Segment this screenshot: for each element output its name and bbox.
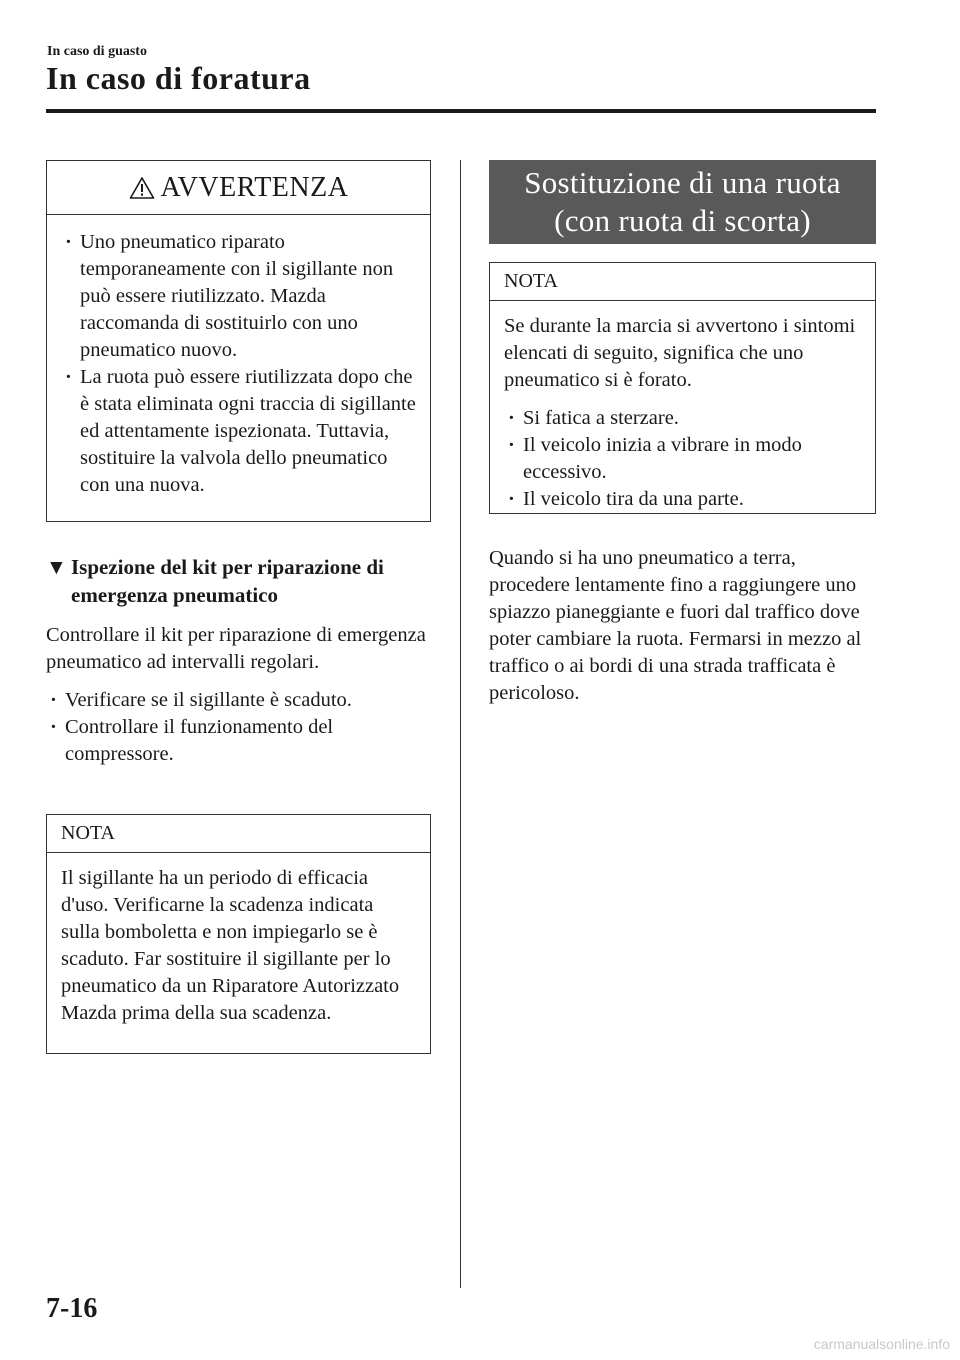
note-header: NOTA (47, 815, 430, 853)
triangle-marker-icon: ▼ (46, 555, 67, 579)
watermark: carmanualsonline.info (813, 1336, 950, 1352)
banner-line-1: Sostituzione di una ruota (524, 165, 841, 200)
warning-title: AVVERTENZA (160, 171, 349, 203)
right-paragraph-text: Quando si ha uno pneumatico a terra, procedere lentamente fino a raggiungere uno spiazzo pianeggiante e fuori dal traffico dove poter cambiare la ruota. Fermarsi in mezzo al traffico o ai bordi di una strada trafficata è pericoloso. (489, 547, 862, 704)
warning-list (61, 229, 416, 499)
section-intro (46, 622, 431, 768)
note-box-left (46, 814, 431, 1054)
section-heading (46, 553, 436, 609)
warning-body (47, 215, 430, 513)
section-heading-text: Ispezione del kit per riparazione di emergenza pneumatico (71, 555, 384, 607)
note-body (47, 853, 430, 1041)
warning-triangle-icon (129, 176, 155, 200)
note-text: Se durante la marcia si avvertono i sintomi elencati di seguito, significa che uno pneumatico si è forato. (504, 315, 856, 391)
section-list-item: · Controllare il funzionamento del compressore. (46, 714, 431, 768)
note-list (504, 405, 861, 513)
note-list-item: · Si fatica a sterzare. (504, 405, 861, 432)
warning-box (46, 160, 431, 522)
banner-line-2: (con ruota di scorta) (554, 203, 811, 238)
note-box-right (489, 262, 876, 514)
page-title: In caso di foratura (46, 60, 311, 96)
chapter-label: In caso di guasto (47, 44, 147, 59)
note-list-item: · Il veicolo inizia a vibrare in modo eccessivo. (504, 432, 861, 486)
section-list (46, 687, 431, 768)
right-paragraph (489, 545, 876, 707)
warning-item: · Uno pneumatico riparato temporaneamente con il sigillante non può essere riutilizzato. Mazda raccomanda di sostituirlo con uno pneumatico nuovo. (61, 229, 416, 364)
warning-item: · La ruota può essere riutilizzata dopo che è stata eliminata ogni traccia di sigillante ed attentamente ispezionata. Tuttavia, sostituire la valvola dello pneumatico con una nuova. (61, 364, 416, 499)
warning-header (47, 161, 430, 215)
section-intro-text: Controllare il kit per riparazione di emergenza pneumatico ad intervalli regolari. (46, 624, 426, 673)
note-body (490, 301, 875, 527)
section-list-item: · Verificare se il sigillante è scaduto. (46, 687, 431, 714)
section-banner (489, 160, 876, 244)
column-divider (460, 160, 461, 1288)
note-list-item: · Il veicolo tira da una parte. (504, 486, 861, 513)
page-number: 7-16 (46, 1293, 98, 1324)
header-rule (46, 109, 876, 113)
note-header: NOTA (490, 263, 875, 301)
note-text: Il sigillante ha un periodo di efficacia d'uso. Verificarne la scadenza indicata sulla bomboletta e non impiegarlo se è scaduto. Far sostituire il sigillante per lo pneumatico da un Riparatore Autorizzato Mazda prima della sua scadenza. (61, 867, 400, 1024)
